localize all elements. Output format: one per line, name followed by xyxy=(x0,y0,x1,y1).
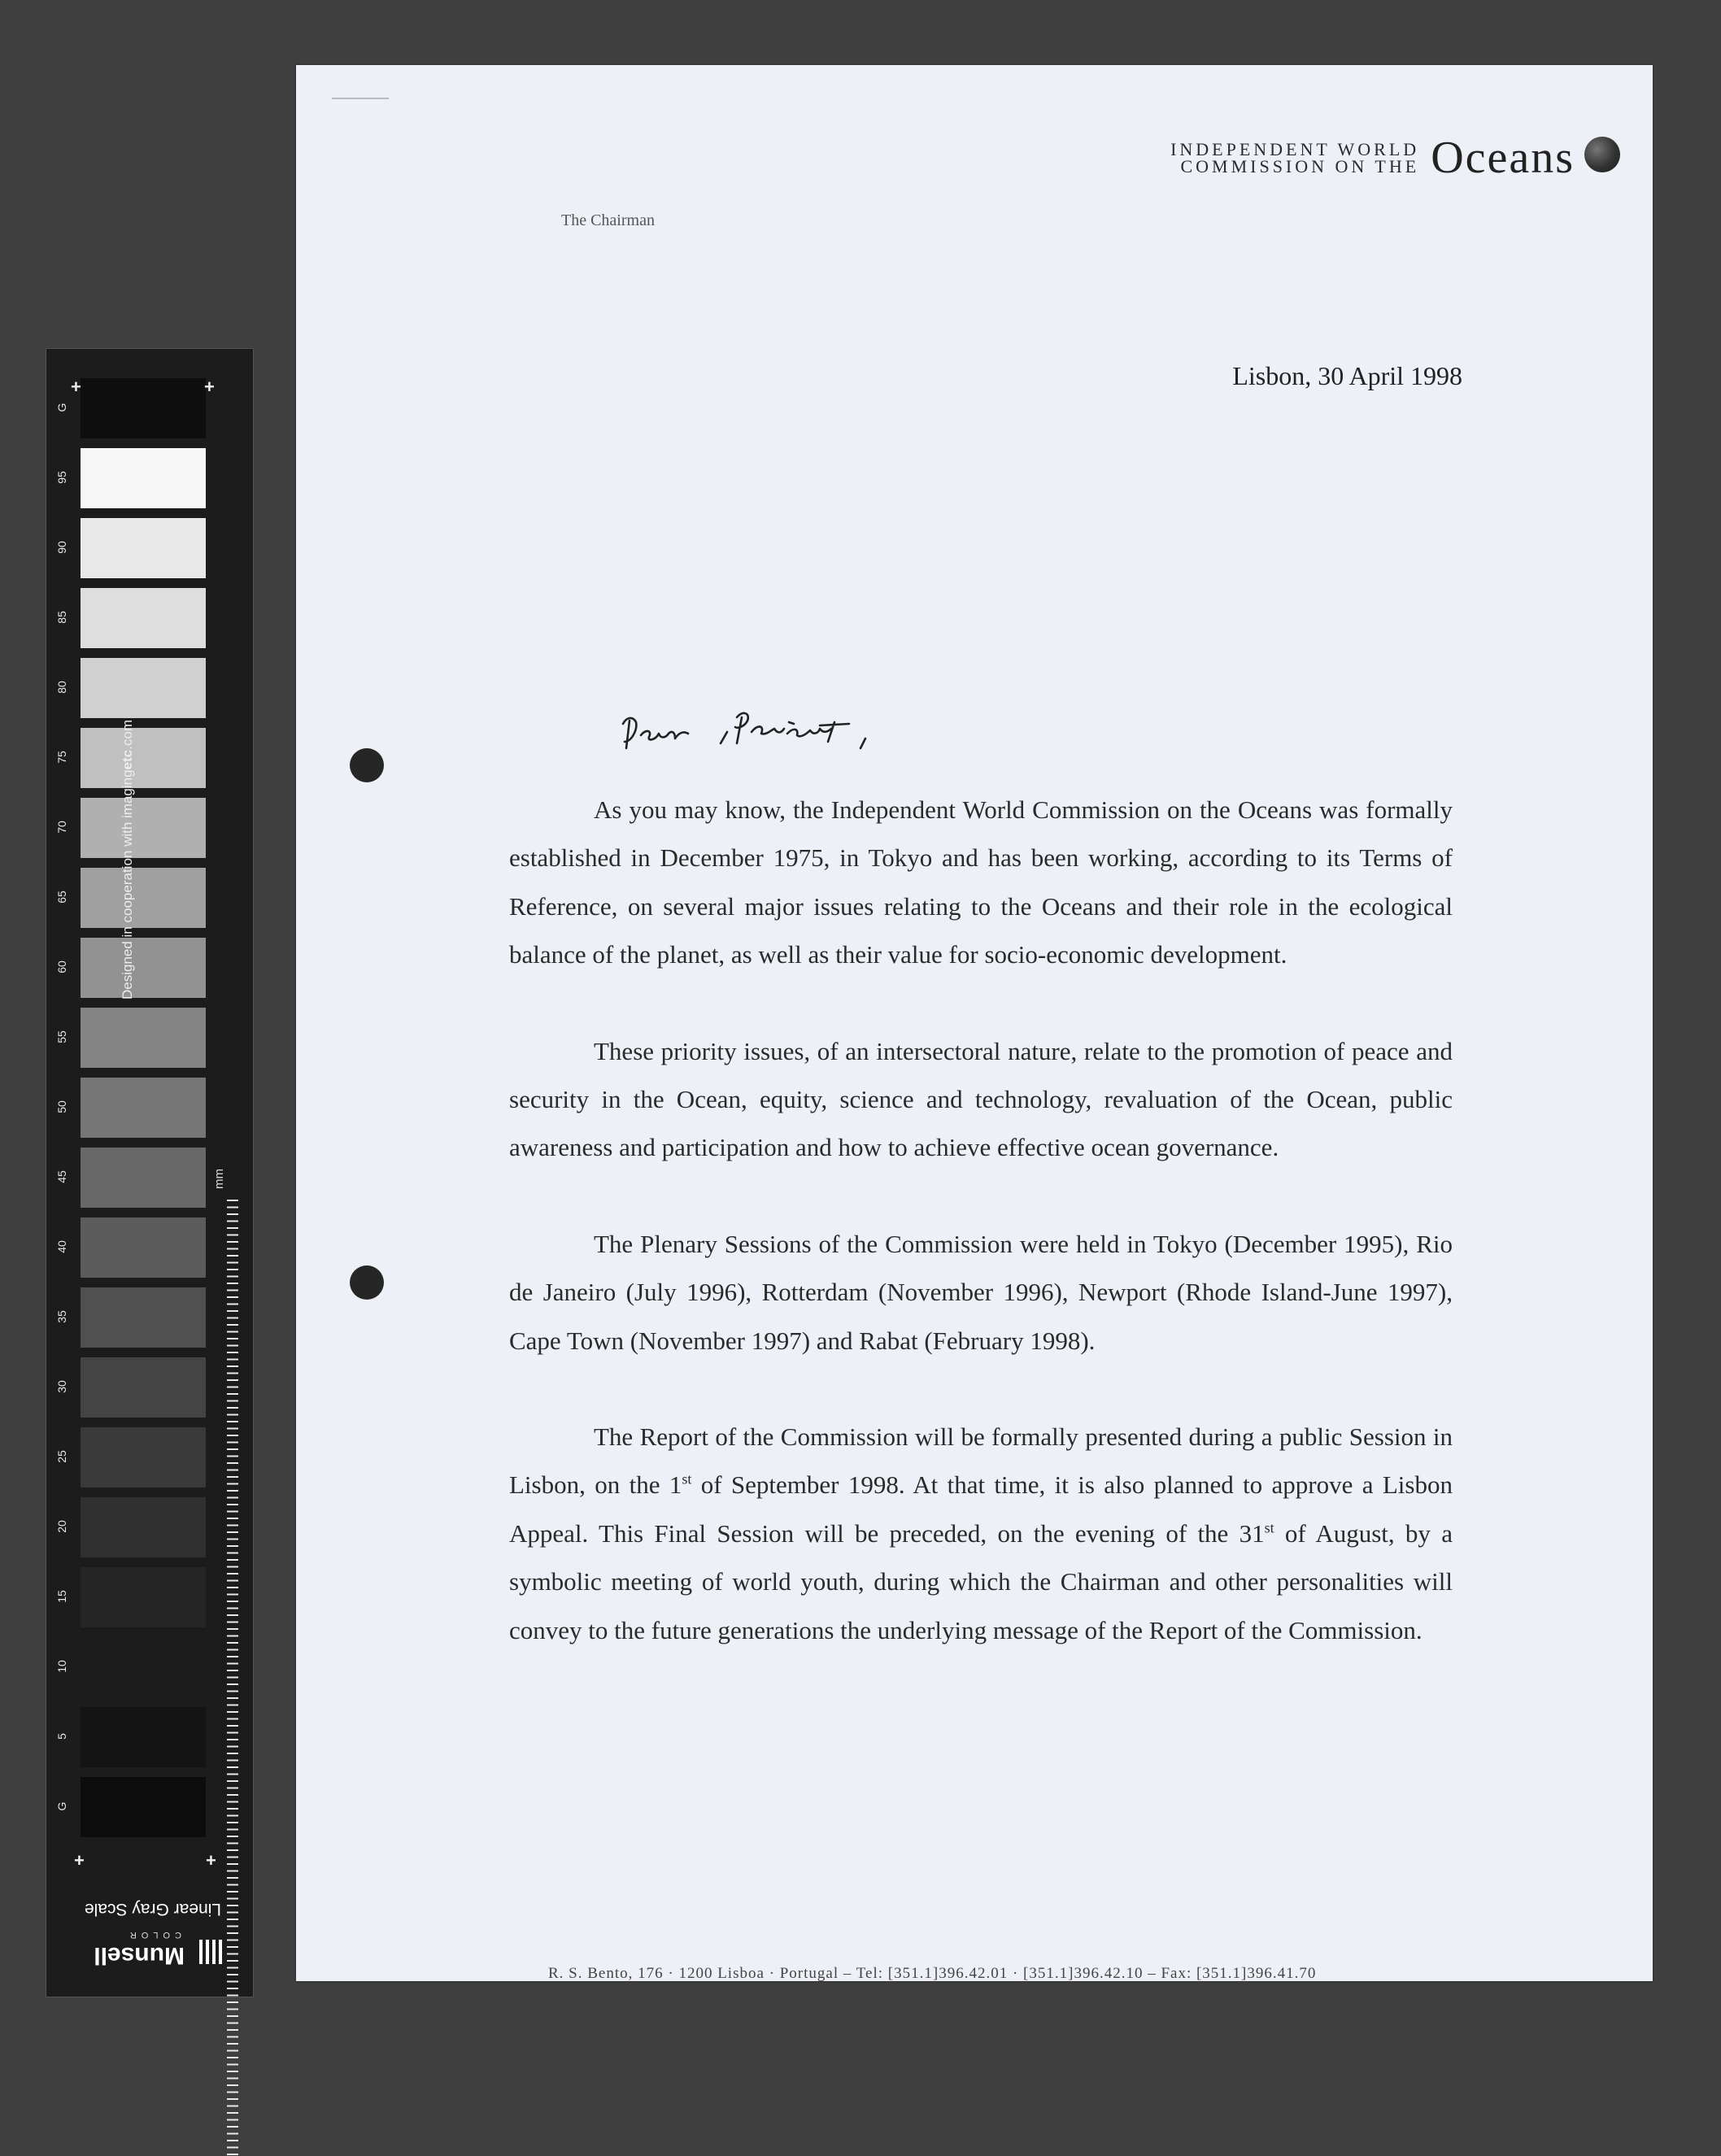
dateline: Lisbon, 30 April 1998 xyxy=(1232,361,1462,390)
letterhead xyxy=(1170,132,1575,184)
gray-patch xyxy=(81,1777,206,1837)
mm-ruler xyxy=(227,1200,238,2156)
letterhead-title: Oceans xyxy=(1431,133,1575,183)
gray-patch xyxy=(81,728,206,788)
patch-label: 90 xyxy=(55,541,68,554)
patch-label: 75 xyxy=(55,751,68,764)
paragraph: The Report of the Commission will be formally presented during a public Session in Lisbon, on the 1st of September 1998. At that time, it is also planned to approve a Lisbon Appeal. This Final Session will be preceded, on the evening of the 31st of August, by a symbolic meeting of world youth, during which the Chairman and other personalities will convey to the future generations the underlying message of the Report of the Commission. xyxy=(509,1422,1453,1644)
scale-credit: Designed in cooperation with imagingetc.com xyxy=(120,720,135,1000)
patch-label: 40 xyxy=(55,1240,68,1253)
letterhead-caption: INDEPENDENT WORLD COMMISSION ON THE xyxy=(1170,139,1420,176)
patch-label: 25 xyxy=(55,1450,68,1463)
paragraph: These priority issues, of an intersectoral nature, relate to the promotion of peace and security in the Ocean, equity, science and technology, revaluation of the Ocean, public awareness and participation and how to achieve effective ocean governance. xyxy=(509,1036,1453,1162)
patch-label: 35 xyxy=(55,1310,68,1323)
gray-scale-card xyxy=(46,348,254,1997)
ruler-unit: mm xyxy=(212,1169,226,1189)
patch-label: 95 xyxy=(55,471,68,484)
patch-label: 10 xyxy=(55,1660,68,1673)
gray-patch xyxy=(81,1427,206,1487)
plus-mark: + xyxy=(71,377,81,397)
plus-mark: + xyxy=(204,377,215,397)
patch-label: G xyxy=(55,1801,68,1811)
sender-title: The Chairman xyxy=(561,211,655,229)
gray-patch xyxy=(81,938,206,998)
munsell-logo: Munsell COLOR xyxy=(68,1927,238,1975)
munsell-grid-icon xyxy=(198,1940,222,1964)
gray-patch xyxy=(81,1148,206,1208)
gray-patch xyxy=(81,1497,206,1557)
gray-patch xyxy=(81,1637,206,1697)
globe-icon xyxy=(1584,137,1620,172)
patch-label: 60 xyxy=(55,960,68,973)
gray-patch xyxy=(81,1217,206,1278)
gray-patch xyxy=(81,868,206,928)
gray-patch xyxy=(81,518,206,578)
gray-patch xyxy=(81,1357,206,1418)
gray-patch xyxy=(81,1567,206,1627)
plus-mark: + xyxy=(74,1850,85,1871)
punch-hole xyxy=(350,748,384,782)
patch-label: 15 xyxy=(55,1590,68,1603)
patch-label: 50 xyxy=(55,1100,68,1113)
letter-page xyxy=(296,65,1653,1981)
paragraph: The Plenary Sessions of the Commission were held in Tokyo (December 1995), Rio de Janeiro (July 1996), Rotterdam (November 1996), Newport (Rhode Island-June 1997), Cape Town (November 1997) and Rabat (February 1998). xyxy=(509,1229,1453,1355)
gray-patch xyxy=(81,378,206,438)
gray-patch xyxy=(81,1008,206,1068)
scale-name: Linear Gray Scale xyxy=(84,1900,222,1919)
gray-patch xyxy=(81,1078,206,1138)
gray-patch xyxy=(81,588,206,648)
gray-patch xyxy=(81,1707,206,1767)
patch-label: 20 xyxy=(55,1520,68,1533)
pencil-mark xyxy=(332,98,389,99)
letterhead-footer: R. S. Bento, 176 · 1200 Lisboa · Portugal – Tel: [351.1]396.42.01 · [351.1]396.42.10 – Fax: [351.1]396.41.70 xyxy=(548,1965,1317,1982)
patch-label: 85 xyxy=(55,611,68,624)
patch-label: 45 xyxy=(55,1170,68,1183)
patch-label: 80 xyxy=(55,681,68,694)
plus-mark: + xyxy=(206,1850,216,1871)
patch-label: 5 xyxy=(55,1733,68,1740)
patch-label: 70 xyxy=(55,821,68,834)
letter-body xyxy=(509,786,1453,1702)
paragraph: As you may know, the Independent World Commission on the Oceans was formally established in December 1975, in Tokyo and has been working, according to its Terms of Reference, on several major issues relating to the Oceans and their role in the ecological balance of the planet, as well as their value for socio-economic development. xyxy=(509,795,1453,969)
patch-label: 65 xyxy=(55,891,68,904)
gray-patch xyxy=(81,1287,206,1348)
patch-label: 30 xyxy=(55,1380,68,1393)
gray-patch xyxy=(81,658,206,718)
patch-label: 55 xyxy=(55,1030,68,1043)
patch-label: G xyxy=(55,403,68,412)
punch-hole xyxy=(350,1265,384,1300)
gray-patch xyxy=(81,448,206,508)
gray-patch xyxy=(81,798,206,858)
handwritten-salutation xyxy=(615,685,956,766)
